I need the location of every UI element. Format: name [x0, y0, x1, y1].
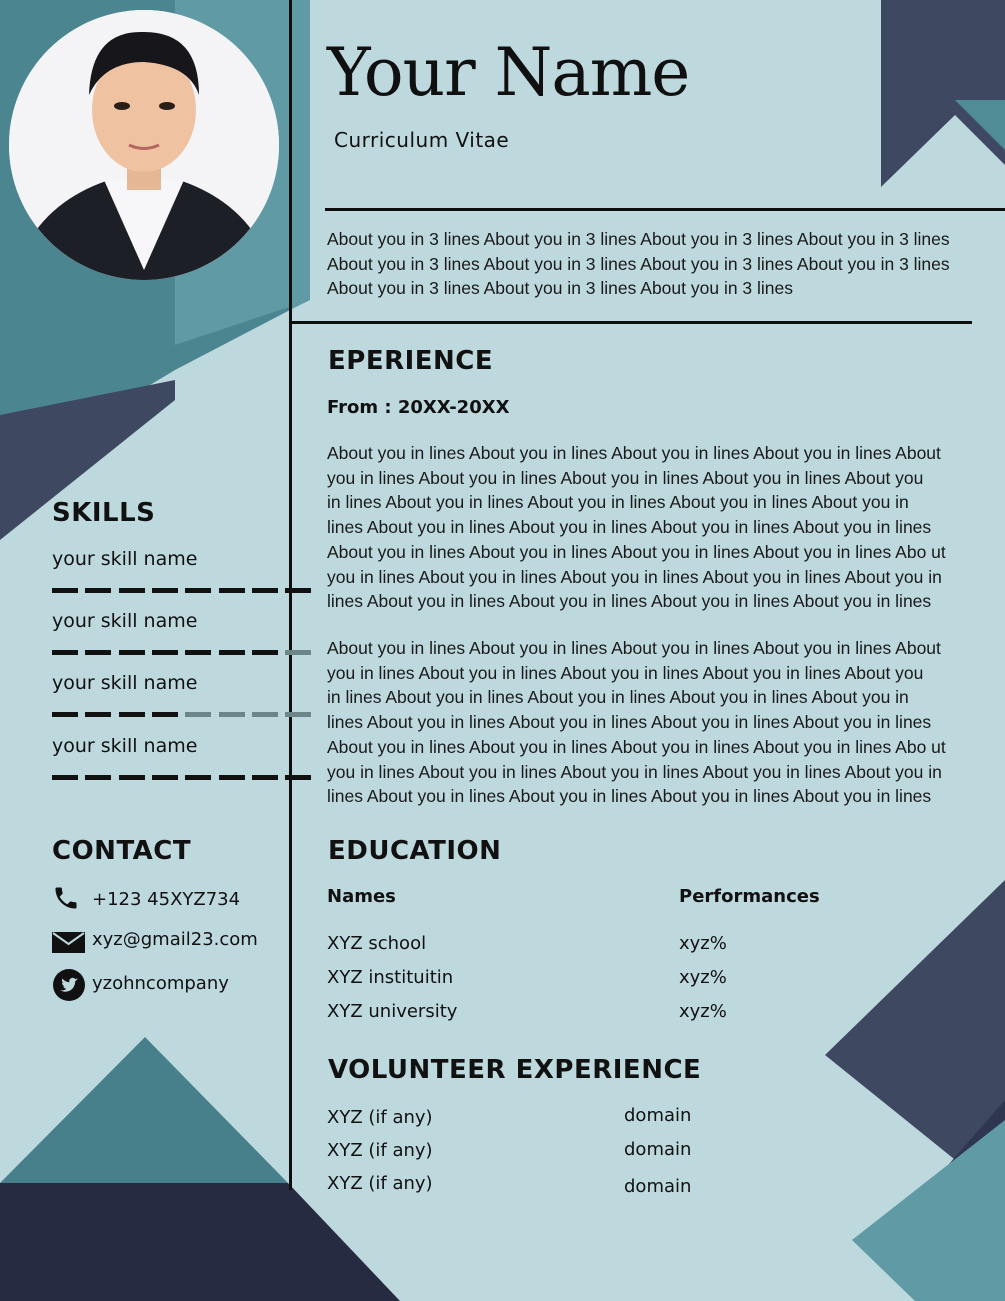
education-col-names: Names [327, 886, 396, 907]
experience-line: About you in lines About you in lines About you in lines About you in lines Abo ut [327, 541, 946, 562]
person-name: Your Name [327, 34, 690, 111]
skill-bar-segment [85, 712, 111, 717]
experience-paragraph-1 [327, 441, 997, 614]
about-line: About you in 3 lines About you in 3 lines About you in 3 lines About you in 3 lines [327, 229, 950, 249]
skill-bar-segment [285, 712, 311, 717]
experience-line: About you in lines About you in lines About you in lines About you in lines About [327, 638, 941, 658]
skill-bar-segment [285, 775, 311, 780]
experience-line: lines About you in lines About you in lines About you in lines About you in lines [327, 712, 932, 733]
experience-line: you in lines About you in lines About you in lines About you in lines About you [327, 662, 924, 683]
skill-bar-segment [185, 712, 211, 717]
contact-email[interactable]: xyz@gmail23.com [92, 929, 258, 950]
skill-bar-segment [119, 712, 145, 717]
volunteer-name: XYZ (if any) [327, 1173, 433, 1194]
skill-bar-segment [219, 775, 245, 780]
experience-dates: From : 20XX-20XX [327, 397, 510, 418]
skill-bar-segment [52, 588, 78, 593]
about-line: About you in 3 lines About you in 3 lines About you in 3 lines About you in 3 lines [327, 253, 950, 274]
skill-level-bar [52, 775, 286, 780]
skills-heading: SKILLS [52, 498, 156, 528]
skill-bar-segment [285, 588, 311, 593]
about-line: About you in 3 lines About you in 3 lines About you in 3 lines [327, 278, 794, 299]
right-teal-shape [852, 1120, 1005, 1301]
left-strip-shape [290, 0, 310, 310]
skill-bar-segment [219, 712, 245, 717]
phone-icon [52, 884, 80, 912]
skill-bar-segment [152, 650, 178, 655]
volunteer-name: XYZ (if any) [327, 1140, 433, 1161]
experience-line: lines About you in lines About you in lines About you in lines About you in lines [327, 591, 932, 612]
skill-bar-segment [52, 775, 78, 780]
skill-level-bar [52, 650, 286, 655]
skill-bar-segment [85, 588, 111, 593]
experience-line: lines About you in lines About you in lines About you in lines About you in lines [327, 517, 932, 538]
experience-line: About you in lines About you in lines About you in lines About you in lines About [327, 443, 941, 463]
contact-phone: +123 45XYZ734 [92, 889, 241, 910]
education-perf: xyz% [679, 967, 727, 988]
skill-bar-segment [185, 775, 211, 780]
contact-heading: CONTACT [52, 836, 192, 866]
education-heading: EDUCATION [328, 836, 502, 866]
twitter-icon [52, 968, 86, 1002]
person-portrait-image [9, 10, 279, 280]
experience-line: lines About you in lines About you in lines About you in lines About you in lines [327, 786, 932, 807]
education-name: XYZ school [327, 933, 427, 954]
document-subtitle: Curriculum Vitae [334, 128, 510, 152]
column-divider [289, 0, 292, 1190]
skill-bar-segment [85, 775, 111, 780]
education-name: XYZ instituitin [327, 967, 454, 988]
skill-bar-segment [219, 588, 245, 593]
skill-bar-segment [252, 712, 278, 717]
about-divider [290, 321, 972, 324]
experience-line: About you in lines About you in lines About you in lines About you in lines Abo ut [327, 736, 946, 757]
top-right-navy-shape [881, 0, 1005, 187]
volunteer-domain: domain [624, 1176, 692, 1197]
volunteer-heading: VOLUNTEER EXPERIENCE [328, 1055, 702, 1085]
top-right-teal-triangle [955, 100, 1005, 150]
header-divider [325, 208, 1005, 211]
skill-bar-segment [219, 650, 245, 655]
experience-paragraph-2 [327, 636, 997, 809]
skill-bar-segment [285, 650, 311, 655]
skill-name: your skill name [52, 548, 198, 570]
skill-bar-segment [252, 650, 278, 655]
contact-twitter[interactable]: yzohncompany [92, 973, 229, 994]
skill-name: your skill name [52, 735, 198, 757]
skill-name: your skill name [52, 610, 198, 632]
experience-line: in lines About you in lines About you in lines About you in lines About you in [327, 687, 909, 708]
skill-bar-segment [152, 712, 178, 717]
about-section [327, 227, 997, 301]
education-perf: xyz% [679, 933, 727, 954]
bottom-left-teal-triangle [0, 1037, 288, 1183]
bottom-left-navy-shape [0, 1183, 400, 1301]
experience-line: you in lines About you in lines About you in lines About you in lines About you in [327, 761, 942, 782]
skill-bar-segment [152, 588, 178, 593]
skill-bar-segment [119, 650, 145, 655]
skill-bar-segment [52, 712, 78, 717]
skill-bar-segment [119, 775, 145, 780]
skill-name: your skill name [52, 672, 198, 694]
experience-line: you in lines About you in lines About you in lines About you in lines About you [327, 467, 924, 488]
experience-line: you in lines About you in lines About you in lines About you in lines About you in [327, 566, 942, 587]
skill-bar-segment [52, 650, 78, 655]
volunteer-domain: domain [624, 1105, 692, 1126]
skill-bar-segment [152, 775, 178, 780]
skill-bar-segment [119, 588, 145, 593]
experience-line: in lines About you in lines About you in lines About you in lines About you in [327, 492, 909, 513]
skill-bar-segment [185, 650, 211, 655]
profile-photo [9, 10, 279, 280]
education-col-performances: Performances [679, 886, 820, 907]
volunteer-domain: domain [624, 1139, 692, 1160]
experience-heading: EPERIENCE [328, 346, 494, 376]
skill-level-bar [52, 588, 286, 593]
skill-bar-segment [185, 588, 211, 593]
education-name: XYZ university [327, 1001, 458, 1022]
skill-bar-segment [85, 650, 111, 655]
skill-bar-segment [252, 775, 278, 780]
email-icon [52, 925, 86, 955]
skill-bar-segment [252, 588, 278, 593]
skill-level-bar [52, 712, 286, 717]
education-perf: xyz% [679, 1001, 727, 1022]
volunteer-name: XYZ (if any) [327, 1107, 433, 1128]
